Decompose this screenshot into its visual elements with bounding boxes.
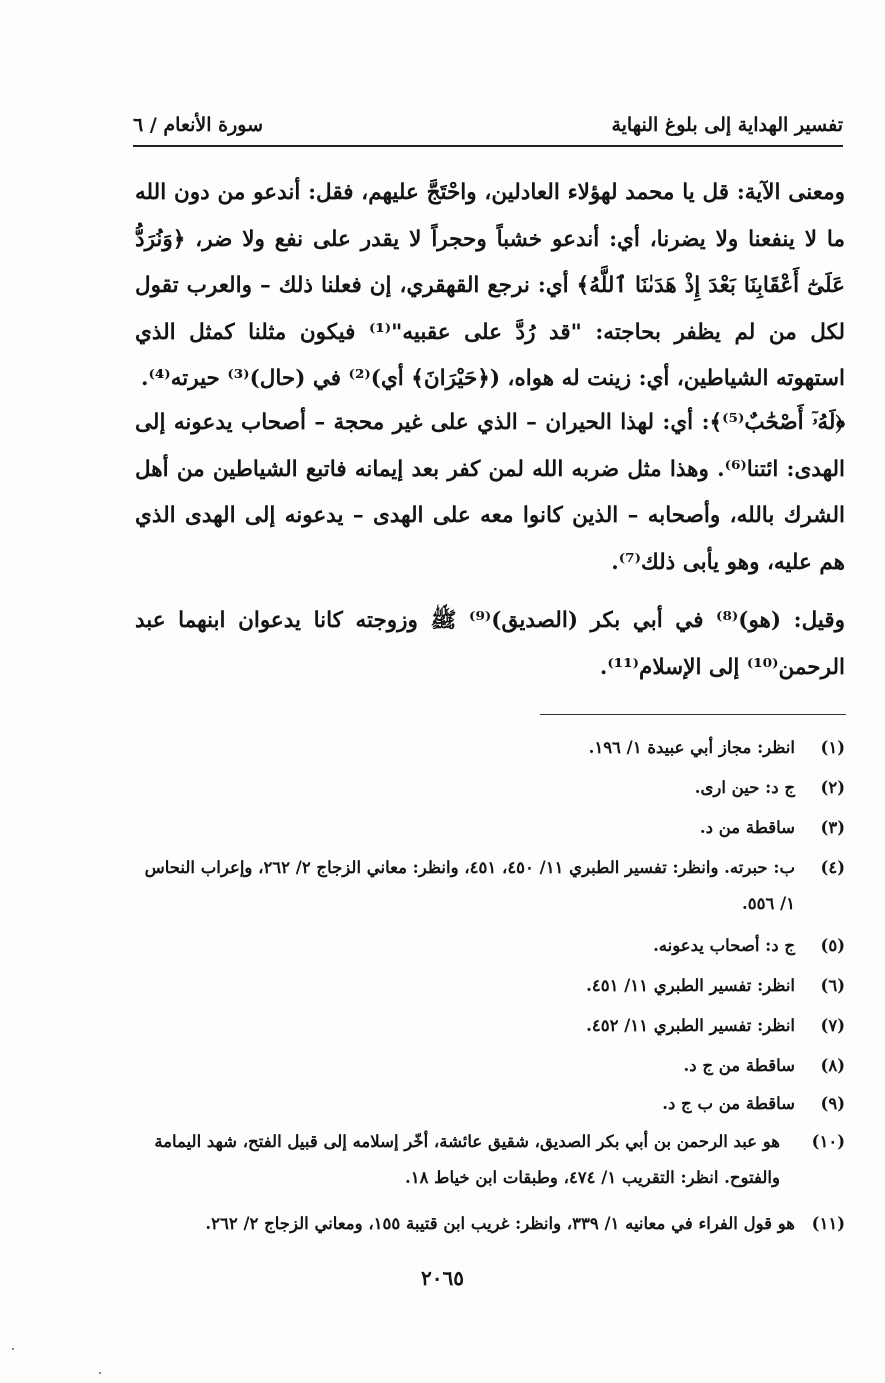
footnote-8 <box>140 1048 845 1084</box>
paragraph-1: ومعنى الآية: قل يا محمد لهؤلاء العادلين، واحْتَجَّ عليهم، فقل: أندعو من دون الله ما لا ينفعنا ولا يضرنا، أي: أندعو خشباً وحجراً لا يقدر على نفع ولا ضر، ﴿وَنُرَدُّ عَلَىٰٓ أَعْقَابِنَا بَعْدَ إِذْ هَدَىٰنَا ٱللَّهُ﴾ أي: نرجع القهقري، إن فعلنا ذلك – والعرب تقول لكل من لم يظفر بحاجته: "قد رُدَّ على عقبيه"⁽¹⁾ فيكون مثلنا كمثل الذي استهوته الشياطين، أي: زينت له هواه، (﴿حَيْرَانَ﴾ أي)⁽²⁾ في (حال)⁽³⁾ حيرته⁽⁴⁾. <box>135 180 845 391</box>
scan-speck <box>12 1348 14 1350</box>
footnote-text: ساقطة من ب ج د. <box>662 1094 795 1113</box>
footnote-number: (٣) <box>820 818 845 837</box>
footnote-number: (٢) <box>820 778 845 797</box>
footnote-number: (١١) <box>811 1214 845 1233</box>
footnote-text: ب: حبرته. وانظر: تفسير الطبري ١١/ ٤٥٠، ٤٥١، وانظر: معاني الزجاج ٢/ ٢٦٢، وإعراب النحاس ١/ ٥٥٦. <box>144 858 795 913</box>
footnote-number: (٧) <box>820 1016 845 1035</box>
footnote-5 <box>140 928 845 964</box>
running-header <box>133 108 843 142</box>
footnote-text: هو عبد الرحمن بن أبي بكر الصديق، شقيق عائشة، أخّر إسلامه إلى قبيل الفتح، شهد اليمامة والفتوح. انظر: التقريب ١/ ٤٧٤، وطبقات ابن خياط ١٨. <box>154 1132 780 1187</box>
footnote-3 <box>140 810 845 846</box>
footnote-text: ج د: أصحاب يدعونه. <box>653 936 795 955</box>
footnote-7 <box>140 1008 845 1044</box>
footnote-number: (٦) <box>820 976 845 995</box>
paragraph-3: وقيل: (هو)⁽⁸⁾ في أبي بكر (الصديق)⁽⁹⁾ ﷺ وزوجته كانا يدعوان ابنهما عبد الرحمن⁽¹⁰⁾ إلى الإسلام⁽¹¹⁾. <box>135 608 846 680</box>
scan-speck <box>99 1372 101 1374</box>
footnote-9 <box>140 1086 845 1122</box>
footnote-text: انظر: مجاز أبي عبيدة ١/ ١٩٦. <box>588 738 795 757</box>
footnote-text: ساقطة من د. <box>699 818 795 837</box>
footnote-text: انظر: تفسير الطبري ١١/ ٤٥١. <box>586 976 795 995</box>
footnote-number: (١٠) <box>811 1132 845 1151</box>
footnote-11 <box>140 1206 845 1242</box>
surah-label: سورة الأنعام / ٦ <box>133 114 263 136</box>
footnote-number: (٤) <box>820 858 845 877</box>
footnote-number: (١) <box>820 738 845 757</box>
footnote-number: (٥) <box>820 936 845 955</box>
footnote-number: (٨) <box>820 1056 845 1075</box>
footnote-1 <box>140 730 845 766</box>
page-number: ٢٠٦٥ <box>421 1266 464 1290</box>
footnote-2 <box>140 770 845 806</box>
footnote-text: ج د: حين ارى. <box>694 778 795 797</box>
footnote-text: هو قول الفراء في معانيه ١/ ٣٣٩، وانظر: غريب ابن قتيبة ١٥٥، ومعاني الزجاج ٢/ ٢٦٢. <box>205 1214 795 1233</box>
book-title: تفسير الهداية إلى بلوغ النهاية <box>611 114 843 136</box>
header-divider <box>133 145 843 147</box>
footnote-divider <box>540 714 846 715</box>
footnote-6 <box>140 968 845 1004</box>
footnote-10 <box>140 1124 845 1196</box>
footnote-4 <box>140 850 845 922</box>
footnote-number: (٩) <box>820 1094 845 1113</box>
paragraph-2: ﴿لَهُۥٓ أَصْحَٰبٌ⁽⁵⁾﴾: أي: لهذا الحيران – الذي على غير محجة – أصحاب يدعونه إلى الهدى: ائتنا⁽⁶⁾. وهذا مثل ضربه الله لمن كفر بعد إيمانه فاتبع الشياطين من أهل الشرك بالله، وأصحابه – الذين كانوا معه على الهدى – يدعونه إلى الهدى الذي هم عليه، وهو يأبى ذلك⁽⁷⁾. <box>135 410 846 575</box>
footnote-text: انظر: تفسير الطبري ١١/ ٤٥٢. <box>586 1016 795 1035</box>
footnote-text: ساقطة من ج د. <box>683 1056 795 1075</box>
